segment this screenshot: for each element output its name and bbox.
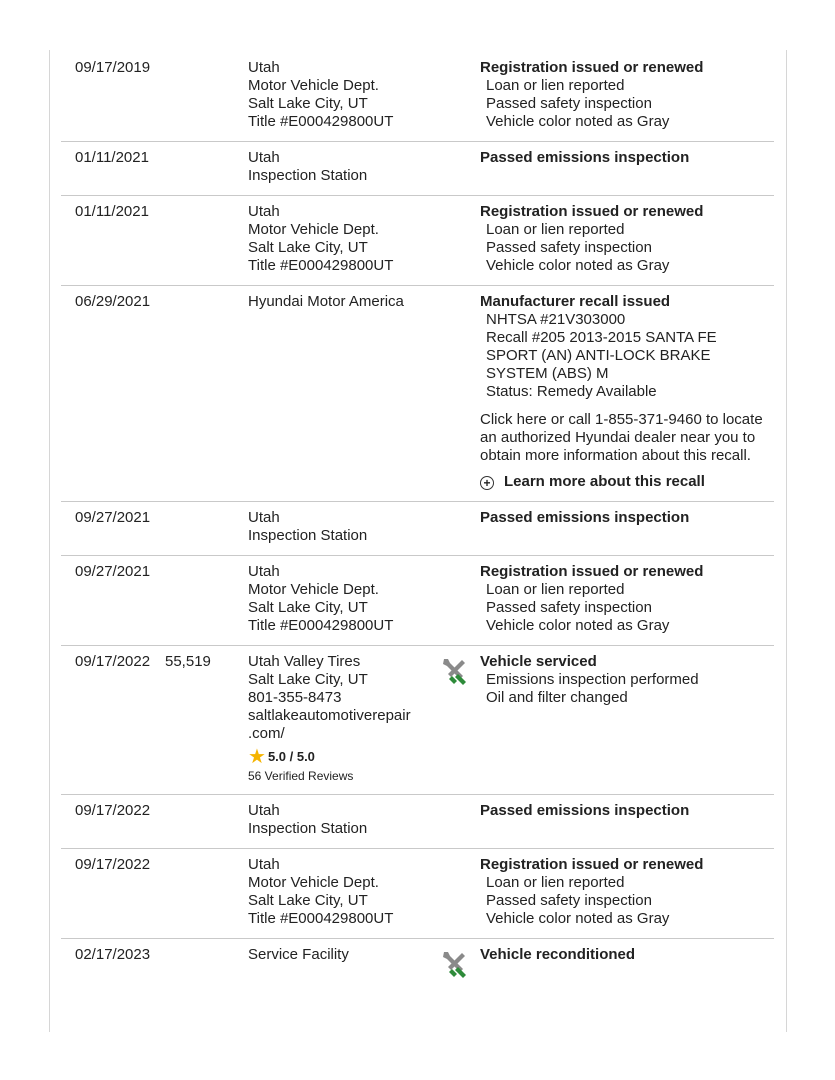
record-date: 09/17/2022	[75, 653, 151, 670]
record-details	[480, 149, 774, 185]
record-source: Utah Motor Vehicle Dept. Salt Lake City, UT Title #E000429800UT	[248, 856, 394, 927]
record-date: 02/17/2023	[75, 946, 151, 963]
verified-reviews-link[interactable]: 56 Verified Reviews	[248, 769, 354, 783]
record-details	[480, 509, 774, 545]
circle-plus-icon: +	[480, 476, 494, 490]
table-row	[61, 646, 774, 795]
left-border	[49, 50, 50, 1032]
tools-icon	[438, 656, 468, 686]
record-date: 09/17/2022	[75, 802, 151, 819]
record-date: 01/11/2021	[75, 203, 149, 220]
record-mileage	[165, 856, 248, 928]
table-row	[61, 849, 774, 939]
record-details	[480, 802, 774, 838]
right-border	[786, 50, 787, 1032]
table-row	[61, 196, 774, 286]
record-source: Utah Motor Vehicle Dept. Salt Lake City, UT Title #E000429800UT	[248, 59, 394, 130]
record-source: Utah Valley Tires Salt Lake City, UT 801-355-8473 saltlakeautomotiverepair .com/ ★ 5.0 / 5.0 56 Verified Reviews	[248, 653, 434, 784]
table-row	[61, 286, 774, 502]
star-icon: ★	[248, 746, 266, 768]
record-details: Registration issued or renewed Loan or lien reported Passed safety inspection Vehicle color noted as Gray	[480, 856, 774, 928]
record-date: 01/11/2021	[75, 149, 149, 166]
record-source: Hyundai Motor America	[248, 293, 404, 310]
record-title: Registration issued or renewed	[480, 203, 704, 220]
record-title: Passed emissions inspection	[480, 149, 690, 166]
record-mileage	[165, 946, 248, 964]
shop-rating: ★ 5.0 / 5.0	[248, 746, 315, 768]
record-title: Passed emissions inspection	[480, 802, 690, 819]
record-details: Manufacturer recall issued NHTSA #21V303000 Recall #205 2013-2015 SANTA FE SPORT (AN) ANTI-LOCK BRAKE SYSTEM (ABS) M Status: Remedy Available Click here or call 1-855-371-9460 to locate an authorized Hyundai dealer near you to obtain more information about this recall. + Learn more about this recall	[480, 293, 774, 491]
record-title: Registration issued or renewed	[480, 59, 704, 76]
record-source: Utah Inspection Station	[248, 149, 368, 184]
record-mileage	[165, 802, 248, 838]
table-row	[61, 556, 774, 646]
record-mileage	[165, 203, 248, 275]
table-row	[61, 142, 774, 196]
record-details	[480, 946, 774, 964]
record-date: 09/17/2019	[75, 59, 151, 76]
record-title: Registration issued or renewed	[480, 563, 704, 580]
record-date: 09/17/2022	[75, 856, 151, 873]
record-date: 06/29/2021	[75, 293, 151, 310]
record-mileage	[165, 149, 248, 185]
record-source: Utah Motor Vehicle Dept. Salt Lake City, UT Title #E000429800UT	[248, 563, 394, 634]
record-source: Utah Inspection Station	[248, 509, 368, 544]
table-row	[61, 795, 774, 849]
record-date: 09/27/2021	[75, 509, 151, 526]
record-title: Registration issued or renewed	[480, 856, 704, 873]
record-details: Registration issued or renewed Loan or lien reported Passed safety inspection Vehicle color noted as Gray	[480, 563, 774, 635]
history-table	[61, 52, 774, 974]
record-source: Utah Inspection Station	[248, 802, 368, 837]
record-mileage	[165, 59, 248, 131]
shop-website-link[interactable]: saltlakeautomotiverepair	[248, 707, 411, 724]
table-row	[61, 939, 774, 974]
tools-icon	[438, 949, 468, 979]
record-source: Utah Motor Vehicle Dept. Salt Lake City, UT Title #E000429800UT	[248, 203, 394, 274]
record-title: Manufacturer recall issued	[480, 293, 671, 310]
recall-dealer-link[interactable]: Click here or call 1-855-371-9460 to locate an authorized Hyundai dealer near you to obtain more information about this recall.	[480, 411, 763, 464]
record-title: Passed emissions inspection	[480, 509, 690, 526]
record-details: Registration issued or renewed Loan or lien reported Passed safety inspection Vehicle color noted as Gray	[480, 59, 774, 131]
learn-more-recall-link[interactable]: + Learn more about this recall	[480, 473, 766, 491]
record-date: 09/27/2021	[75, 563, 151, 580]
record-mileage: 55,519	[165, 653, 211, 670]
record-details: Registration issued or renewed Loan or lien reported Passed safety inspection Vehicle color noted as Gray	[480, 203, 774, 275]
record-mileage	[165, 563, 248, 635]
record-source: Service Facility	[248, 946, 349, 963]
record-title: Vehicle reconditioned	[480, 946, 636, 963]
record-title: Vehicle serviced	[480, 653, 597, 670]
table-row	[61, 502, 774, 556]
table-row	[61, 52, 774, 142]
record-mileage	[165, 293, 248, 491]
record-details: Vehicle serviced Emissions inspection performed Oil and filter changed	[480, 653, 774, 784]
record-mileage	[165, 509, 248, 545]
